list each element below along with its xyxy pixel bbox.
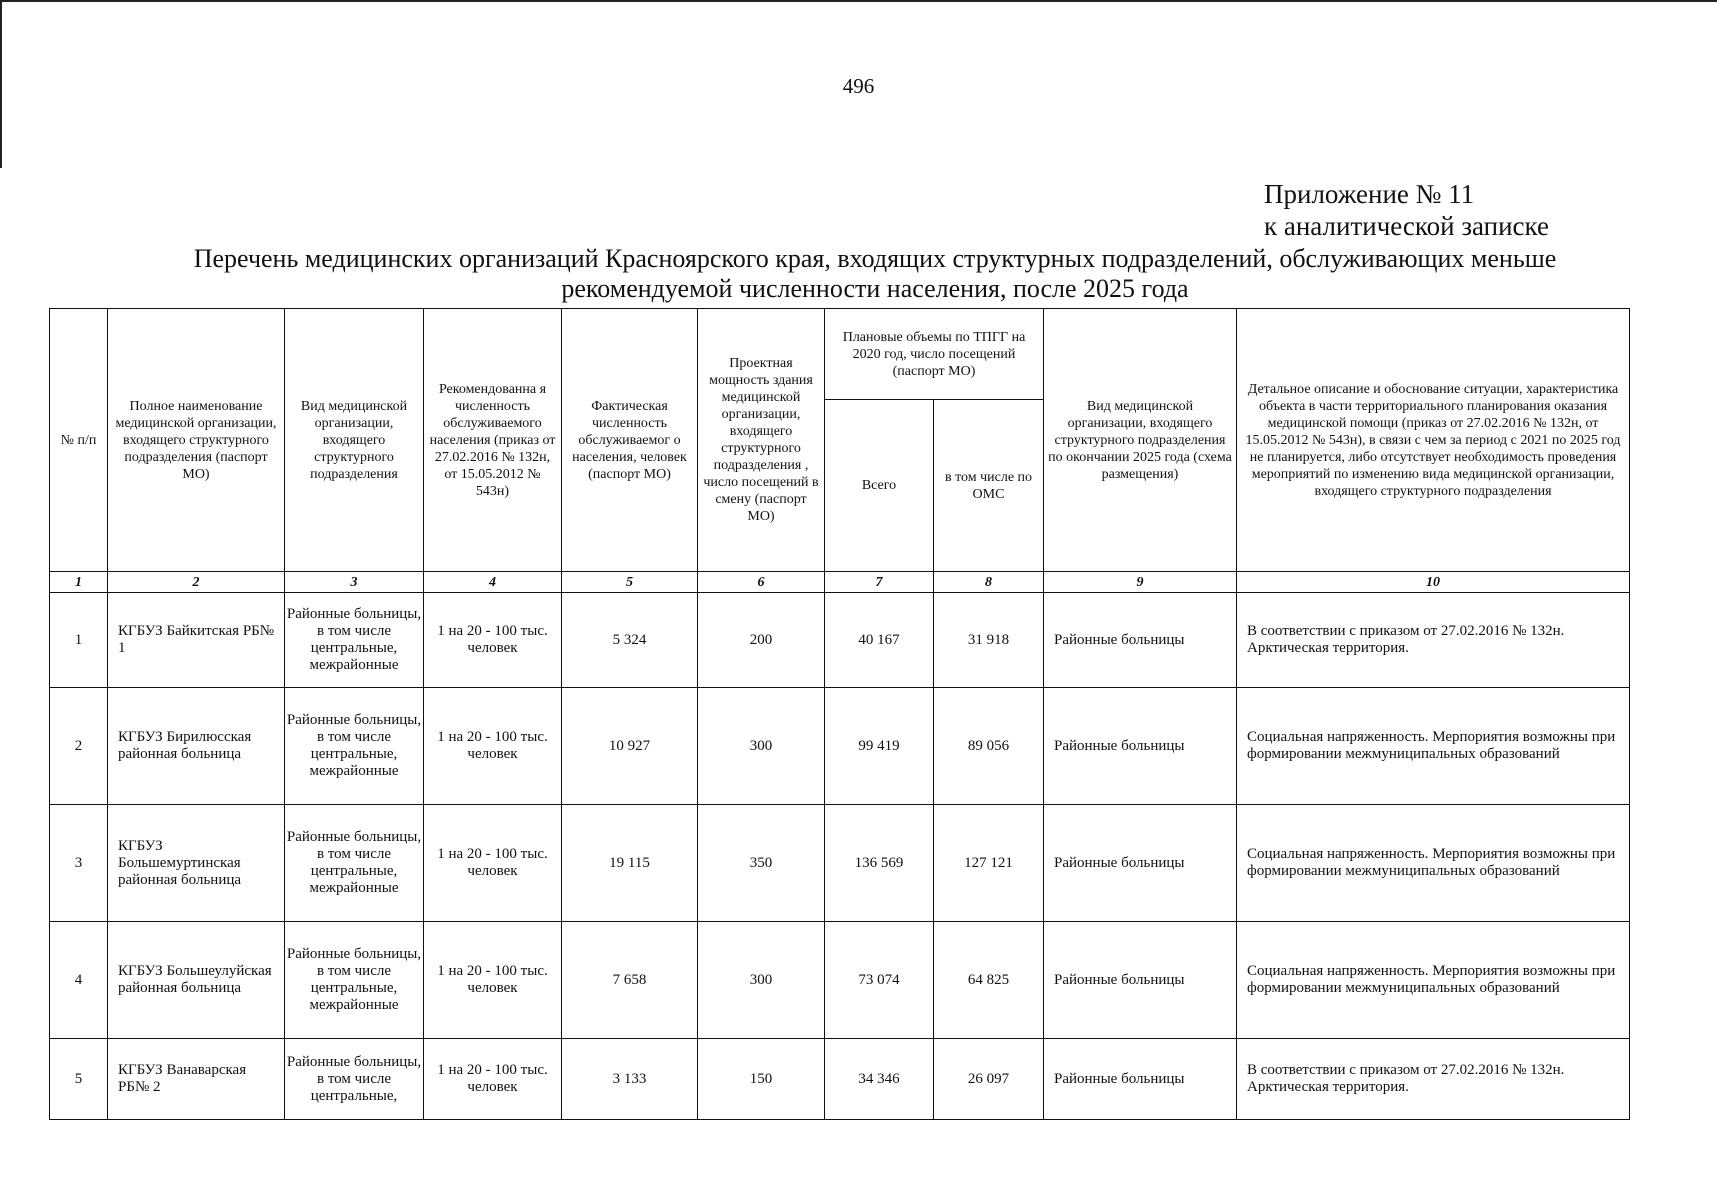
scan-edge-top [0, 0, 1717, 2]
cell-name: КГБУЗ Бирилюсская районная больница [108, 688, 285, 805]
organizations-table [49, 308, 1630, 1120]
cell-num: 4 [50, 922, 108, 1039]
cell-description: Социальная напряженность. Мерпориятия возможны при формировании межмуниципальных образований [1237, 688, 1630, 805]
appendix-line-2: к аналитической записке [1264, 211, 1549, 241]
cell-type: Районные больницы, в том числе центральные, [285, 1039, 424, 1120]
header-description: Детальное описание и обоснование ситуации, характеристика объекта в части территориального планирования оказания медицинской помощи (приказ от 27.02.2016 № 132н, от 15.05.2012 № 543н), в связи с чем за период с 2021 по 2025 год не планируется, либо отсутствует необходимость проведения мероприятий по изменению вида медицинской организации, входящего структурного подразделения [1237, 309, 1630, 572]
header-volumes-group: Плановые объемы по ТПГГ на 2020 год, число посещений (паспорт МО) [825, 309, 1044, 400]
column-number: 3 [285, 572, 424, 593]
cell-type-2025: Районные больницы [1044, 688, 1237, 805]
cell-recommended: 1 на 20 - 100 тыс. человек [424, 688, 562, 805]
cell-capacity: 350 [698, 805, 825, 922]
cell-capacity: 150 [698, 1039, 825, 1120]
document-title: Перечень медицинских организаций Красноярского края, входящих структурных подразделений, обслуживающих меньше рекомендуемой численности населения, после 2025 года [193, 244, 1557, 303]
header-num: № п/п [50, 309, 108, 572]
header-total: Всего [825, 400, 934, 572]
header-actual: Фактическая численность обслуживаемог о населения, человек (паспорт МО) [562, 309, 698, 572]
cell-type-2025: Районные больницы [1044, 1039, 1237, 1120]
column-number: 9 [1044, 572, 1237, 593]
column-number: 2 [108, 572, 285, 593]
column-number: 4 [424, 572, 562, 593]
header-type: Вид медицинской организации, входящего структурного подразделения [285, 309, 424, 572]
cell-total: 34 346 [825, 1039, 934, 1120]
cell-name: КГБУЗ Большемуртинская районная больница [108, 805, 285, 922]
cell-total: 99 419 [825, 688, 934, 805]
cell-capacity: 300 [698, 922, 825, 1039]
cell-recommended: 1 на 20 - 100 тыс. человек [424, 922, 562, 1039]
cell-description: Социальная напряженность. Мерпориятия возможны при формировании межмуниципальных образований [1237, 805, 1630, 922]
cell-type: Районные больницы, в том числе центральные, межрайонные [285, 688, 424, 805]
column-number: 5 [562, 572, 698, 593]
table-row [50, 922, 1630, 1039]
cell-actual: 19 115 [562, 805, 698, 922]
cell-type-2025: Районные больницы [1044, 805, 1237, 922]
cell-name: КГБУЗ Ванаварская РБ№ 2 [108, 1039, 285, 1120]
cell-oms: 26 097 [934, 1039, 1044, 1120]
table-row [50, 805, 1630, 922]
cell-type: Районные больницы, в том числе центральные, межрайонные [285, 593, 424, 688]
header-type-2025: Вид медицинской организации, входящего структурного подразделения по окончании 2025 года (схема размещения) [1044, 309, 1237, 572]
cell-recommended: 1 на 20 - 100 тыс. человек [424, 805, 562, 922]
cell-total: 40 167 [825, 593, 934, 688]
cell-description: В соответствии с приказом от 27.02.2016 № 132н. Арктическая территория. [1237, 593, 1630, 688]
cell-actual: 7 658 [562, 922, 698, 1039]
cell-num: 1 [50, 593, 108, 688]
appendix-line-1: Приложение № 11 [1264, 179, 1475, 209]
column-number-row [50, 572, 1630, 593]
cell-name: КГБУЗ Байкитская РБ№ 1 [108, 593, 285, 688]
cell-num: 2 [50, 688, 108, 805]
column-number: 1 [50, 572, 108, 593]
cell-total: 73 074 [825, 922, 934, 1039]
cell-num: 5 [50, 1039, 108, 1120]
column-number: 6 [698, 572, 825, 593]
cell-type: Районные больницы, в том числе центральные, межрайонные [285, 922, 424, 1039]
appendix-caption [1264, 178, 1549, 242]
column-number: 8 [934, 572, 1044, 593]
cell-type-2025: Районные больницы [1044, 922, 1237, 1039]
cell-type: Районные больницы, в том числе центральные, межрайонные [285, 805, 424, 922]
column-number: 7 [825, 572, 934, 593]
cell-oms: 127 121 [934, 805, 1044, 922]
cell-description: Социальная напряженность. Мерпориятия возможны при формировании межмуниципальных образований [1237, 922, 1630, 1039]
cell-description: В соответствии с приказом от 27.02.2016 № 132н. Арктическая территория. [1237, 1039, 1630, 1120]
cell-oms: 31 918 [934, 593, 1044, 688]
header-recommended: Рекомендованна я численность обслуживаемого населения (приказ от 27.02.2016 № 132н, от 15.05.2012 № 543н) [424, 309, 562, 572]
cell-actual: 3 133 [562, 1039, 698, 1120]
cell-total: 136 569 [825, 805, 934, 922]
header-capacity: Проектная мощность здания медицинской организации, входящего структурного подразделения , число посещений в смену (паспорт МО) [698, 309, 825, 572]
column-number: 10 [1237, 572, 1630, 593]
cell-recommended: 1 на 20 - 100 тыс. человек [424, 593, 562, 688]
cell-actual: 5 324 [562, 593, 698, 688]
cell-num: 3 [50, 805, 108, 922]
header-oms: в том числе по ОМС [934, 400, 1044, 572]
cell-oms: 64 825 [934, 922, 1044, 1039]
cell-type-2025: Районные больницы [1044, 593, 1237, 688]
cell-name: КГБУЗ Большеулуйская районная больница [108, 922, 285, 1039]
cell-capacity: 300 [698, 688, 825, 805]
table-row [50, 1039, 1630, 1120]
cell-actual: 10 927 [562, 688, 698, 805]
cell-oms: 89 056 [934, 688, 1044, 805]
cell-capacity: 200 [698, 593, 825, 688]
cell-recommended: 1 на 20 - 100 тыс. человек [424, 1039, 562, 1120]
header-name: Полное наименование медицинской организации, входящего структурного подразделения (паспорт МО) [108, 309, 285, 572]
page-number: 496 [842, 74, 875, 98]
table-row [50, 593, 1630, 688]
table-row [50, 688, 1630, 805]
